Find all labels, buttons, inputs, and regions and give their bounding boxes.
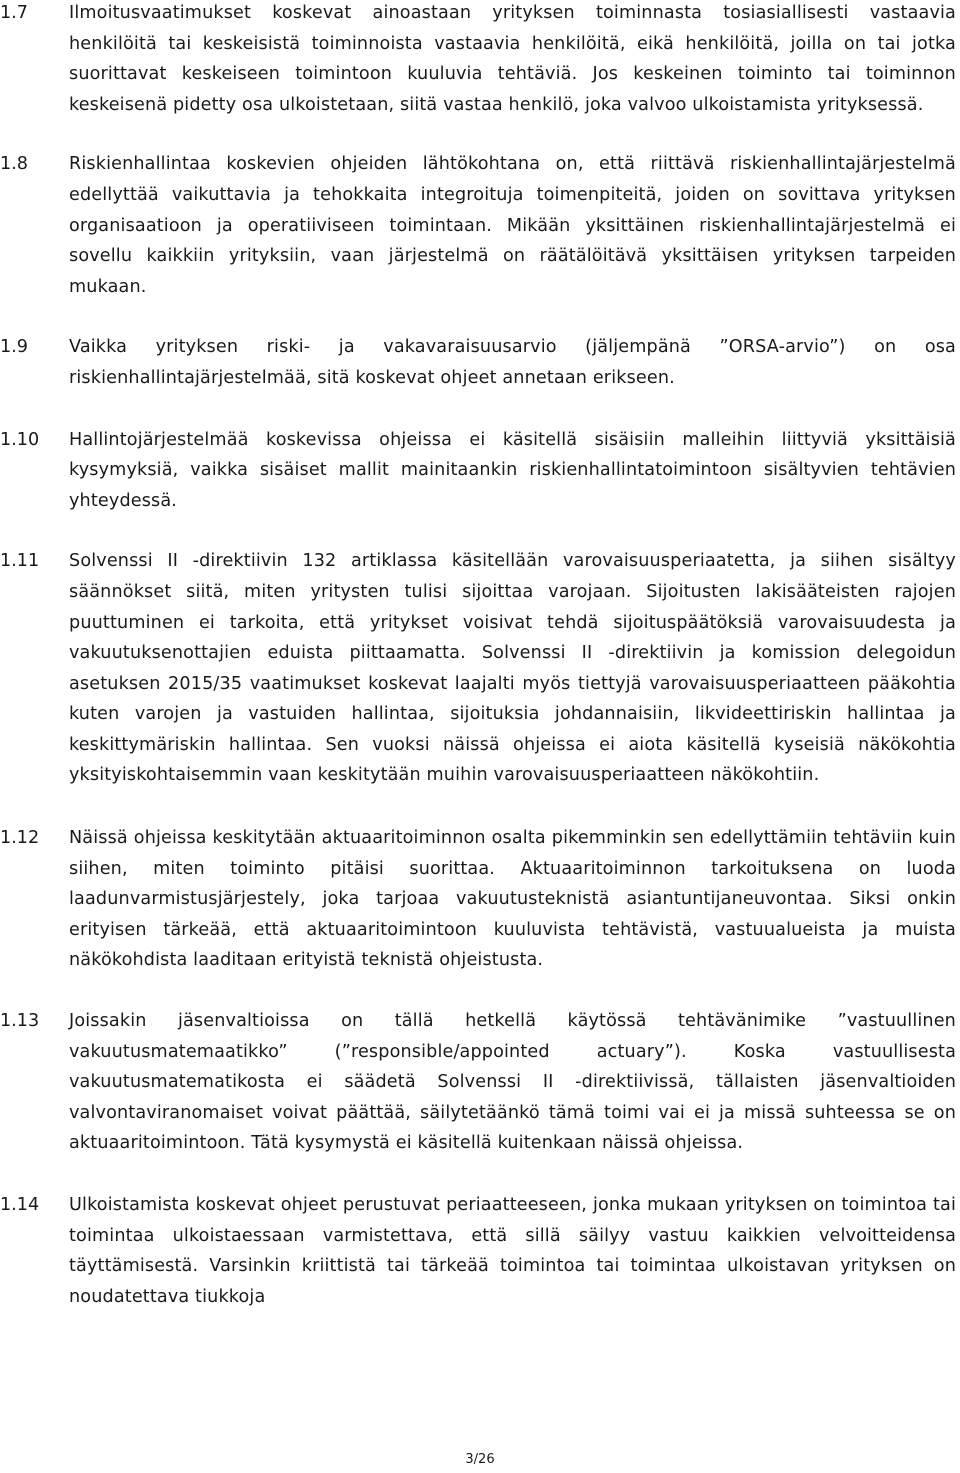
paragraph-1-10 (0, 425, 960, 517)
paragraph-1-9 (0, 332, 960, 393)
paragraph-number: 1.11 (0, 551, 40, 572)
paragraph-number: 1.13 (0, 1011, 40, 1032)
paragraph-1-7 (0, 0, 960, 120)
page-footer (0, 1452, 960, 1468)
paragraph-1-14 (0, 1190, 960, 1312)
paragraph-text: Ilmoitusvaatimukset koskevat ainoastaan yrityksen toiminnasta tosiasiallisesti vastaavia henkilöitä tai keskeisistä toiminnoista vastaavia henkilöitä, eikä henkilöitä, joilla on tai jotka suorittavat keskeiseen toimintoon kuuluvia tehtäviä. Jos keskeinen toiminto tai toiminnon keskeisenä pidetty osa ulkoistetaan, siitä vastaa henkilö, joka valvoo ulkoistamista yrityksessä. (69, 3, 956, 115)
paragraph-text: Näissä ohjeissa keskitytään aktuaaritoiminnon osalta pikemminkin sen edellyttämiin tehtäviin kuin siihen, miten toiminto pitäisi suorittaa. Aktuaaritoiminnon tarkoituksena on luoda laadunvarmistusjärjestely, joka tarjoaa vakuutusteknistä asiantuntijaneuvontaa. Siksi onkin erityisen tärkeää, että aktuaaritoimintoon kuuluvista tehtävistä, vastuualueista ja muista näkökohdista laaditaan erityistä teknistä ohjeistusta. (69, 828, 956, 971)
paragraph-text: Solvenssi II -direktiivin 132 artiklassa käsitellään varovaisuusperiaatetta, ja siihen sisältyy säännökset siitä, miten yritysten tulisi sijoittaa varojaan. Sijoitusten lakisääteisten rajojen puuttuminen ei tarkoita, että yritykset voisivat tehdä sijoituspäätöksiä varovaisuudesta ja vakuutuksenottajien eduista piittaamatta. Solvenssi II -direktiivin ja komission delegoidun asetuksen 2015/35 vaatimukset koskevat laajalti myös tiettyjä varovaisuusperiaatteen pääkohtia kuten varojen ja vastuiden hallintaa, sijoituksia johdannaisiin, likvideettiriskin hallintaa ja keskittymäriskin hallintaa. Sen vuoksi näissä ohjeissa ei aiota käsitellä kyseisiä näkökohtia yksityiskohtaisemmin vaan keskitytään muihin varovaisuusperiaatteen näkökohtiin. (69, 551, 956, 786)
paragraph-number: 1.8 (0, 154, 28, 175)
paragraph-1-12 (0, 823, 960, 976)
paragraph-number: 1.9 (0, 337, 28, 358)
paragraph-1-13 (0, 1006, 960, 1159)
paragraph-number: 1.10 (0, 429, 40, 450)
paragraph-1-11 (0, 546, 960, 791)
page-number: 3/26 (465, 1452, 495, 1467)
paragraph-number: 1.7 (0, 3, 28, 23)
paragraph-text: Riskienhallintaa koskevien ohjeiden lähtökohtana on, että riittävä riskienhallintajärjestelmä edellyttää vaikuttavia ja tehokkaita integroituja toimenpiteitä, joiden on sovittava yrityksen organisaatioon ja operatiiviseen toimintaan. Mikään yksittäinen riskienhallintajärjestelmä ei sovellu kaikkiin yrityksiin, vaan järjestelmä on räätälöitävä yksittäisen yrityksen tarpeiden mukaan. (69, 154, 956, 297)
paragraph-1-8 (0, 149, 960, 302)
paragraph-number: 1.14 (0, 1195, 40, 1215)
paragraph-text: Joissakin jäsenvaltioissa on tällä hetkellä käytössä tehtävänimike ”vastuullinen vakuutusmatemaatikko” (”responsible/appointed actuary”). Koska vastuullisesta vakuutusmatematikosta ei säädetä Solvenssi II -direktiivissä, tällaisten jäsenvaltioiden valvontaviranomaiset voivat päättää, säilytetäänkö tämä toimi vai ei ja missä suhteessa se on aktuaaritoimintoon. Tätä kysymystä ei käsitellä kuitenkaan näissä ohjeissa. (69, 1011, 956, 1154)
paragraph-text: Ulkoistamista koskevat ohjeet perustuvat periaatteeseen, jonka mukaan yrityksen on toimintoa tai toimintaa ulkoistaessaan varmistettava, että sillä säilyy vastuu kaikkien velvoitteidensa täyttämisestä. Varsinkin kriittistä tai tärkeää toimintoa tai toimintaa ulkoistavan yrityksen on noudatettava tiukkoja (69, 1195, 956, 1307)
paragraph-text: Hallintojärjestelmää koskevissa ohjeissa ei käsitellä sisäisiin malleihin liittyviä yksittäisiä kysymyksiä, vaikka sisäiset mallit mainitaankin riskienhallintatoimintoon sisältyvien tehtävien yhteydessä. (69, 429, 956, 511)
paragraph-text: Vaikka yrityksen riski- ja vakavaraisuusarvio (jäljempänä ”ORSA-arvio”) on osa riskienhallintajärjestelmää, sitä koskevat ohjeet annetaan erikseen. (69, 337, 956, 388)
paragraph-number: 1.12 (0, 828, 40, 849)
